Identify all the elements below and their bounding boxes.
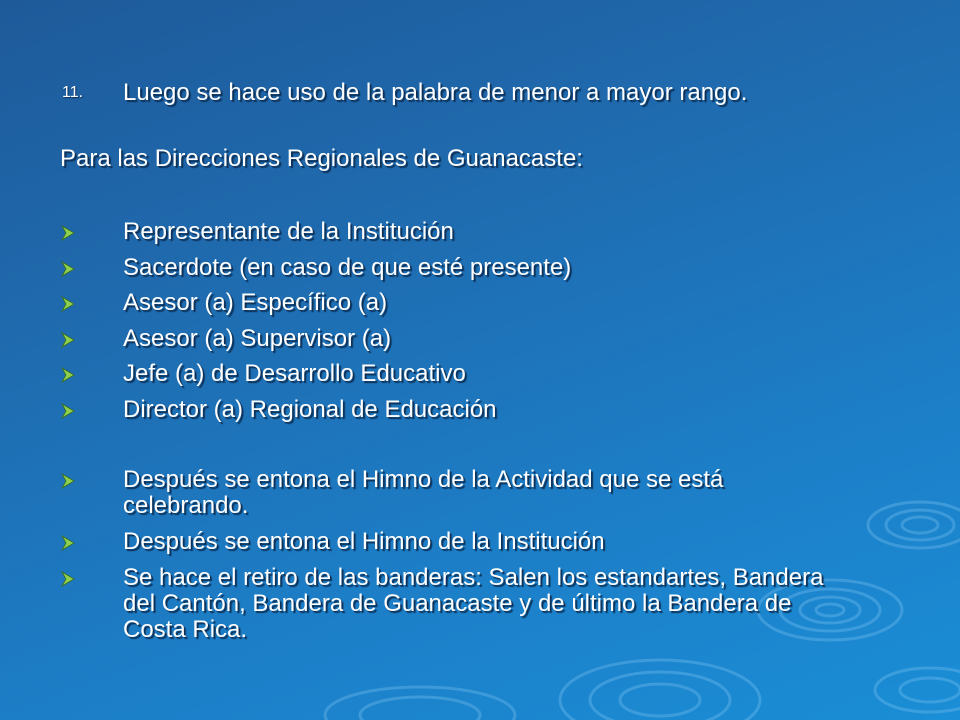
arrow-bullet-icon	[60, 225, 76, 241]
step-number: 11.	[62, 84, 84, 101]
arrow-bullet-icon	[60, 403, 76, 419]
arrow-bullet-icon	[60, 261, 76, 277]
arrow-bullet-icon	[60, 571, 76, 587]
arrow-bullet-icon	[60, 296, 76, 312]
list-item: Se hace el retiro de las banderas: Salen los estandartes, Bandera del Cantón, Bandera de Guanacaste y de último la Bandera de Costa Rica.	[123, 564, 824, 643]
list-item: Sacerdote (en caso de que esté presente)	[123, 254, 572, 281]
arrow-bullet-icon	[60, 473, 76, 489]
list-item: Jefe (a) de Desarrollo Educativo	[123, 360, 466, 387]
list-item: Asesor (a) Supervisor (a)	[123, 325, 392, 352]
list-item: Después se entona el Himno de la Institución	[123, 528, 605, 555]
list-item: Representante de la Institución	[123, 218, 454, 245]
arrow-bullet-icon	[60, 332, 76, 348]
step-text: Luego se hace uso de la palabra de menor a mayor rango.	[123, 79, 748, 106]
section-heading: Para las Direcciones Regionales de Guanacaste:	[60, 145, 583, 172]
arrow-bullet-icon	[60, 535, 76, 551]
arrow-bullet-icon	[60, 367, 76, 383]
list-item: Después se entona el Himno de la Actividad que se está celebrando.	[123, 466, 724, 519]
list-item: Asesor (a) Específico (a)	[123, 289, 388, 316]
list-item: Director (a) Regional de Educación	[123, 396, 497, 423]
